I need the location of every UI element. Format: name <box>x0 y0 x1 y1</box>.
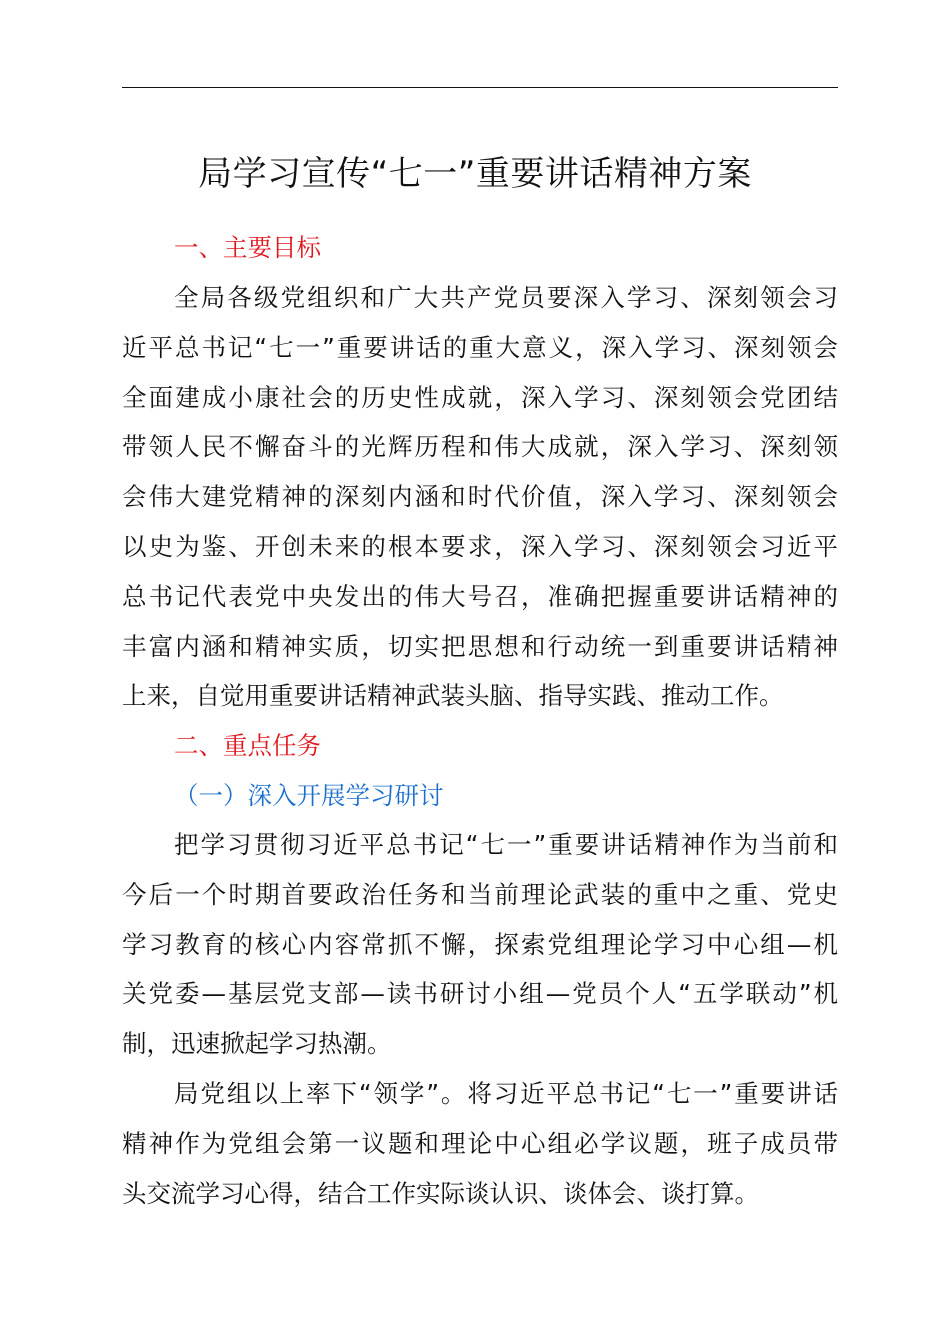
paragraph-line: 局党组以上率下“领学”。将习近平总书记“七一”重要讲话 <box>174 1079 838 1108</box>
paragraph-line: 制，迅速掀起学习热潮。 <box>122 1029 392 1059</box>
paragraph-line: 把学习贯彻习近平总书记“七一”重要讲话精神作为当前和 <box>174 830 838 859</box>
paragraph-line: 上来，自觉用重要讲话精神武装头脑、指导实践、推动工作。 <box>122 681 784 711</box>
paragraph-line: 头交流学习心得，结合工作实际谈认识、谈体会、谈打算。 <box>122 1178 759 1208</box>
paragraph-line: 学习教育的核心内容常抓不懈，探索党组理论学习中心组—机 <box>122 929 838 959</box>
paragraph-line: 丰富内涵和精神实质，切实把思想和行动统一到重要讲话精神 <box>122 631 838 661</box>
paragraph-line: 全局各级党组织和广大共产党员要深入学习、深刻领会习 <box>174 283 838 312</box>
paragraph-line: 近平总书记“七一”重要讲话的重大意义，深入学习、深刻领会 <box>122 332 838 362</box>
paragraph-line: 会伟大建党精神的深刻内涵和时代价值，深入学习、深刻领会 <box>122 482 838 512</box>
paragraph-line: 带领人民不懈奋斗的光辉历程和伟大成就，深入学习、深刻领 <box>122 432 838 462</box>
paragraph-line: 总书记代表党中央发出的伟大号召，准确把握重要讲话精神的 <box>122 581 838 611</box>
top-rule <box>122 87 838 88</box>
document-title: 局学习宣传“七一”重要讲话精神方案 <box>198 154 752 194</box>
paragraph-line: 今后一个时期首要政治任务和当前理论武装的重中之重、党史 <box>122 879 838 909</box>
paragraph-party-group-leads <box>122 1069 838 1218</box>
paragraph-line: 关党委—基层党支部—读书研讨小组—党员个人“五学联动”机 <box>122 979 838 1009</box>
paragraph-line: 以史为鉴、开创未来的根本要求，深入学习、深刻领会习近平 <box>122 531 838 561</box>
section-heading-key-tasks: 二、重点任务 <box>174 731 321 760</box>
paragraph-line: 全面建成小康社会的历史性成就，深入学习、深刻领会党团结 <box>122 382 838 412</box>
paragraph-main-goals <box>122 273 838 721</box>
subsection-heading-study-discussion: （一）深入开展学习研讨 <box>174 781 444 810</box>
paragraph-study-discussion <box>122 820 838 1069</box>
section-heading-main-goals: 一、主要目标 <box>174 233 321 262</box>
paragraph-line: 精神作为党组会第一议题和理论中心组必学议题，班子成员带 <box>122 1128 838 1158</box>
